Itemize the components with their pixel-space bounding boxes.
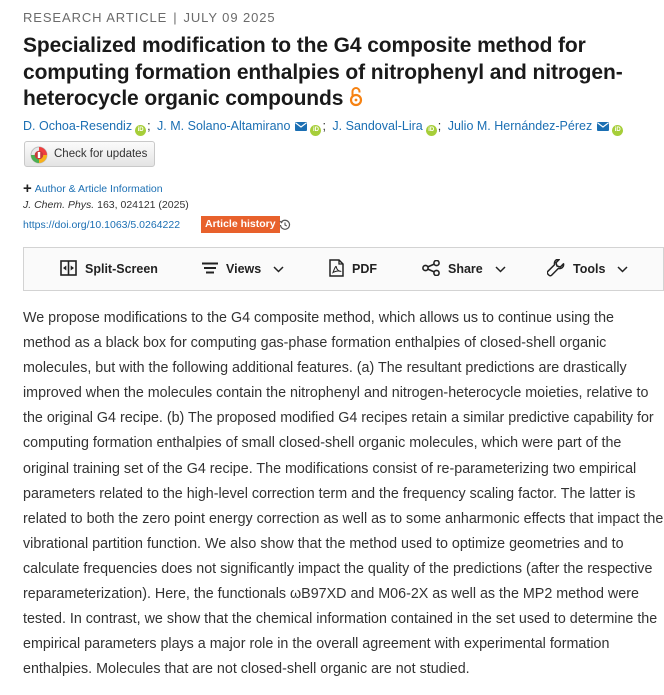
tools-label: Tools (573, 262, 606, 276)
wrench-icon (547, 259, 573, 280)
views-label: Views (226, 262, 262, 276)
author-list (23, 119, 623, 136)
article-toolbar (23, 247, 664, 291)
share-icon (422, 260, 448, 279)
article-meta (23, 10, 275, 25)
citation-details: 163, 024121 (2025) (94, 199, 189, 211)
author-link[interactable]: J. Sandoval-Lira (332, 119, 423, 133)
orcid-icon[interactable]: iD (310, 125, 321, 136)
author-link[interactable]: D. Ochoa-Resendiz (23, 119, 133, 133)
share-label: Share (448, 262, 483, 276)
views-dropdown[interactable] (202, 248, 292, 290)
journal-name: J. Chem. Phys. (23, 199, 95, 211)
doi-row (23, 216, 323, 234)
abstract-text: We propose modifications to the G4 composite method, which allows us to continue using the method as a black box for computing gas-phase formation enthalpies of closed-shell organic molecules, but with the following additional features. (a) The resultant predictions are drastically improved when the molecules contain the nitrophenyl and nitrogen-heterocycle moieties, relative to the original G4 recipe. (b) The proposed modified G4 recipes retain a similar predictive capability for computing formation enthalpies of small closed-shell organic molecules, which were part of the original training set of the G4 recipe. The modifications consist of re-parameterizing two empirical parameters related to the high-level correction term and the frequency scaling factor. The latter is related to both the zero point energy correction as well as to some anharmonic effects that impact the vibrational partition function. We also show that the method used to optimize geometries and to calculate frequencies does not significantly impact the quality of the predictions (after the respective reparameterization). Here, the functionals ωB97XD and M06-2X as well as the MP2 method were tested. In contrast, we show that the chemical information contained in the set used to determine the empirical parameters plays a major role in the overall agreement with experimental formation enthalpies. Molecules that are not closed-shell organic are not studied. (23, 310, 664, 678)
citation (23, 199, 189, 211)
article-type: RESEARCH ARTICLE (23, 10, 168, 25)
share-dropdown[interactable] (422, 248, 514, 290)
author-article-info-label: Author & Article Information (34, 183, 163, 195)
orcid-icon[interactable]: iD (135, 125, 146, 136)
chevron-down-icon (273, 262, 292, 276)
pdf-button[interactable] (329, 248, 377, 290)
article-title (23, 33, 653, 115)
chevron-down-icon (495, 262, 514, 276)
history-clock-icon[interactable] (279, 218, 291, 236)
doi-link[interactable]: https://doi.org/10.1063/5.0264222 (23, 219, 181, 231)
check-for-updates-label: Check for updates (54, 148, 148, 160)
author-link[interactable]: Julio M. Hernández-Pérez (447, 119, 593, 133)
pdf-icon (329, 259, 352, 280)
plus-icon: + (23, 180, 32, 197)
email-icon[interactable] (597, 120, 609, 134)
split-screen-icon (60, 260, 85, 279)
tools-dropdown[interactable] (547, 248, 636, 290)
meta-separator: | (173, 10, 178, 25)
orcid-icon[interactable]: iD (426, 125, 437, 136)
check-for-updates-button[interactable] (24, 141, 155, 167)
orcid-icon[interactable]: iD (612, 125, 623, 136)
views-icon (202, 262, 226, 277)
author-article-info-toggle[interactable] (23, 180, 163, 197)
author-separator: ; (437, 119, 442, 133)
chevron-down-icon (617, 262, 636, 276)
email-icon[interactable] (295, 120, 307, 134)
pdf-label: PDF (352, 262, 377, 276)
author-link[interactable]: J. M. Solano-Altamirano (157, 119, 291, 133)
author-separator: ; (147, 119, 151, 133)
open-access-icon (349, 86, 363, 115)
publication-date: JULY 09 2025 (183, 10, 276, 25)
author-separator: ; (322, 119, 326, 133)
split-screen-label: Split-Screen (85, 262, 158, 276)
article-title-text: Specialized modification to the G4 composite method for computing formation enthalpies of nitrophenyl and nitrogen-heterocycle organic compounds (23, 34, 623, 110)
check-updates-icon (30, 146, 48, 167)
split-screen-button[interactable] (60, 248, 158, 290)
article-history-button[interactable]: Article history (201, 216, 280, 233)
